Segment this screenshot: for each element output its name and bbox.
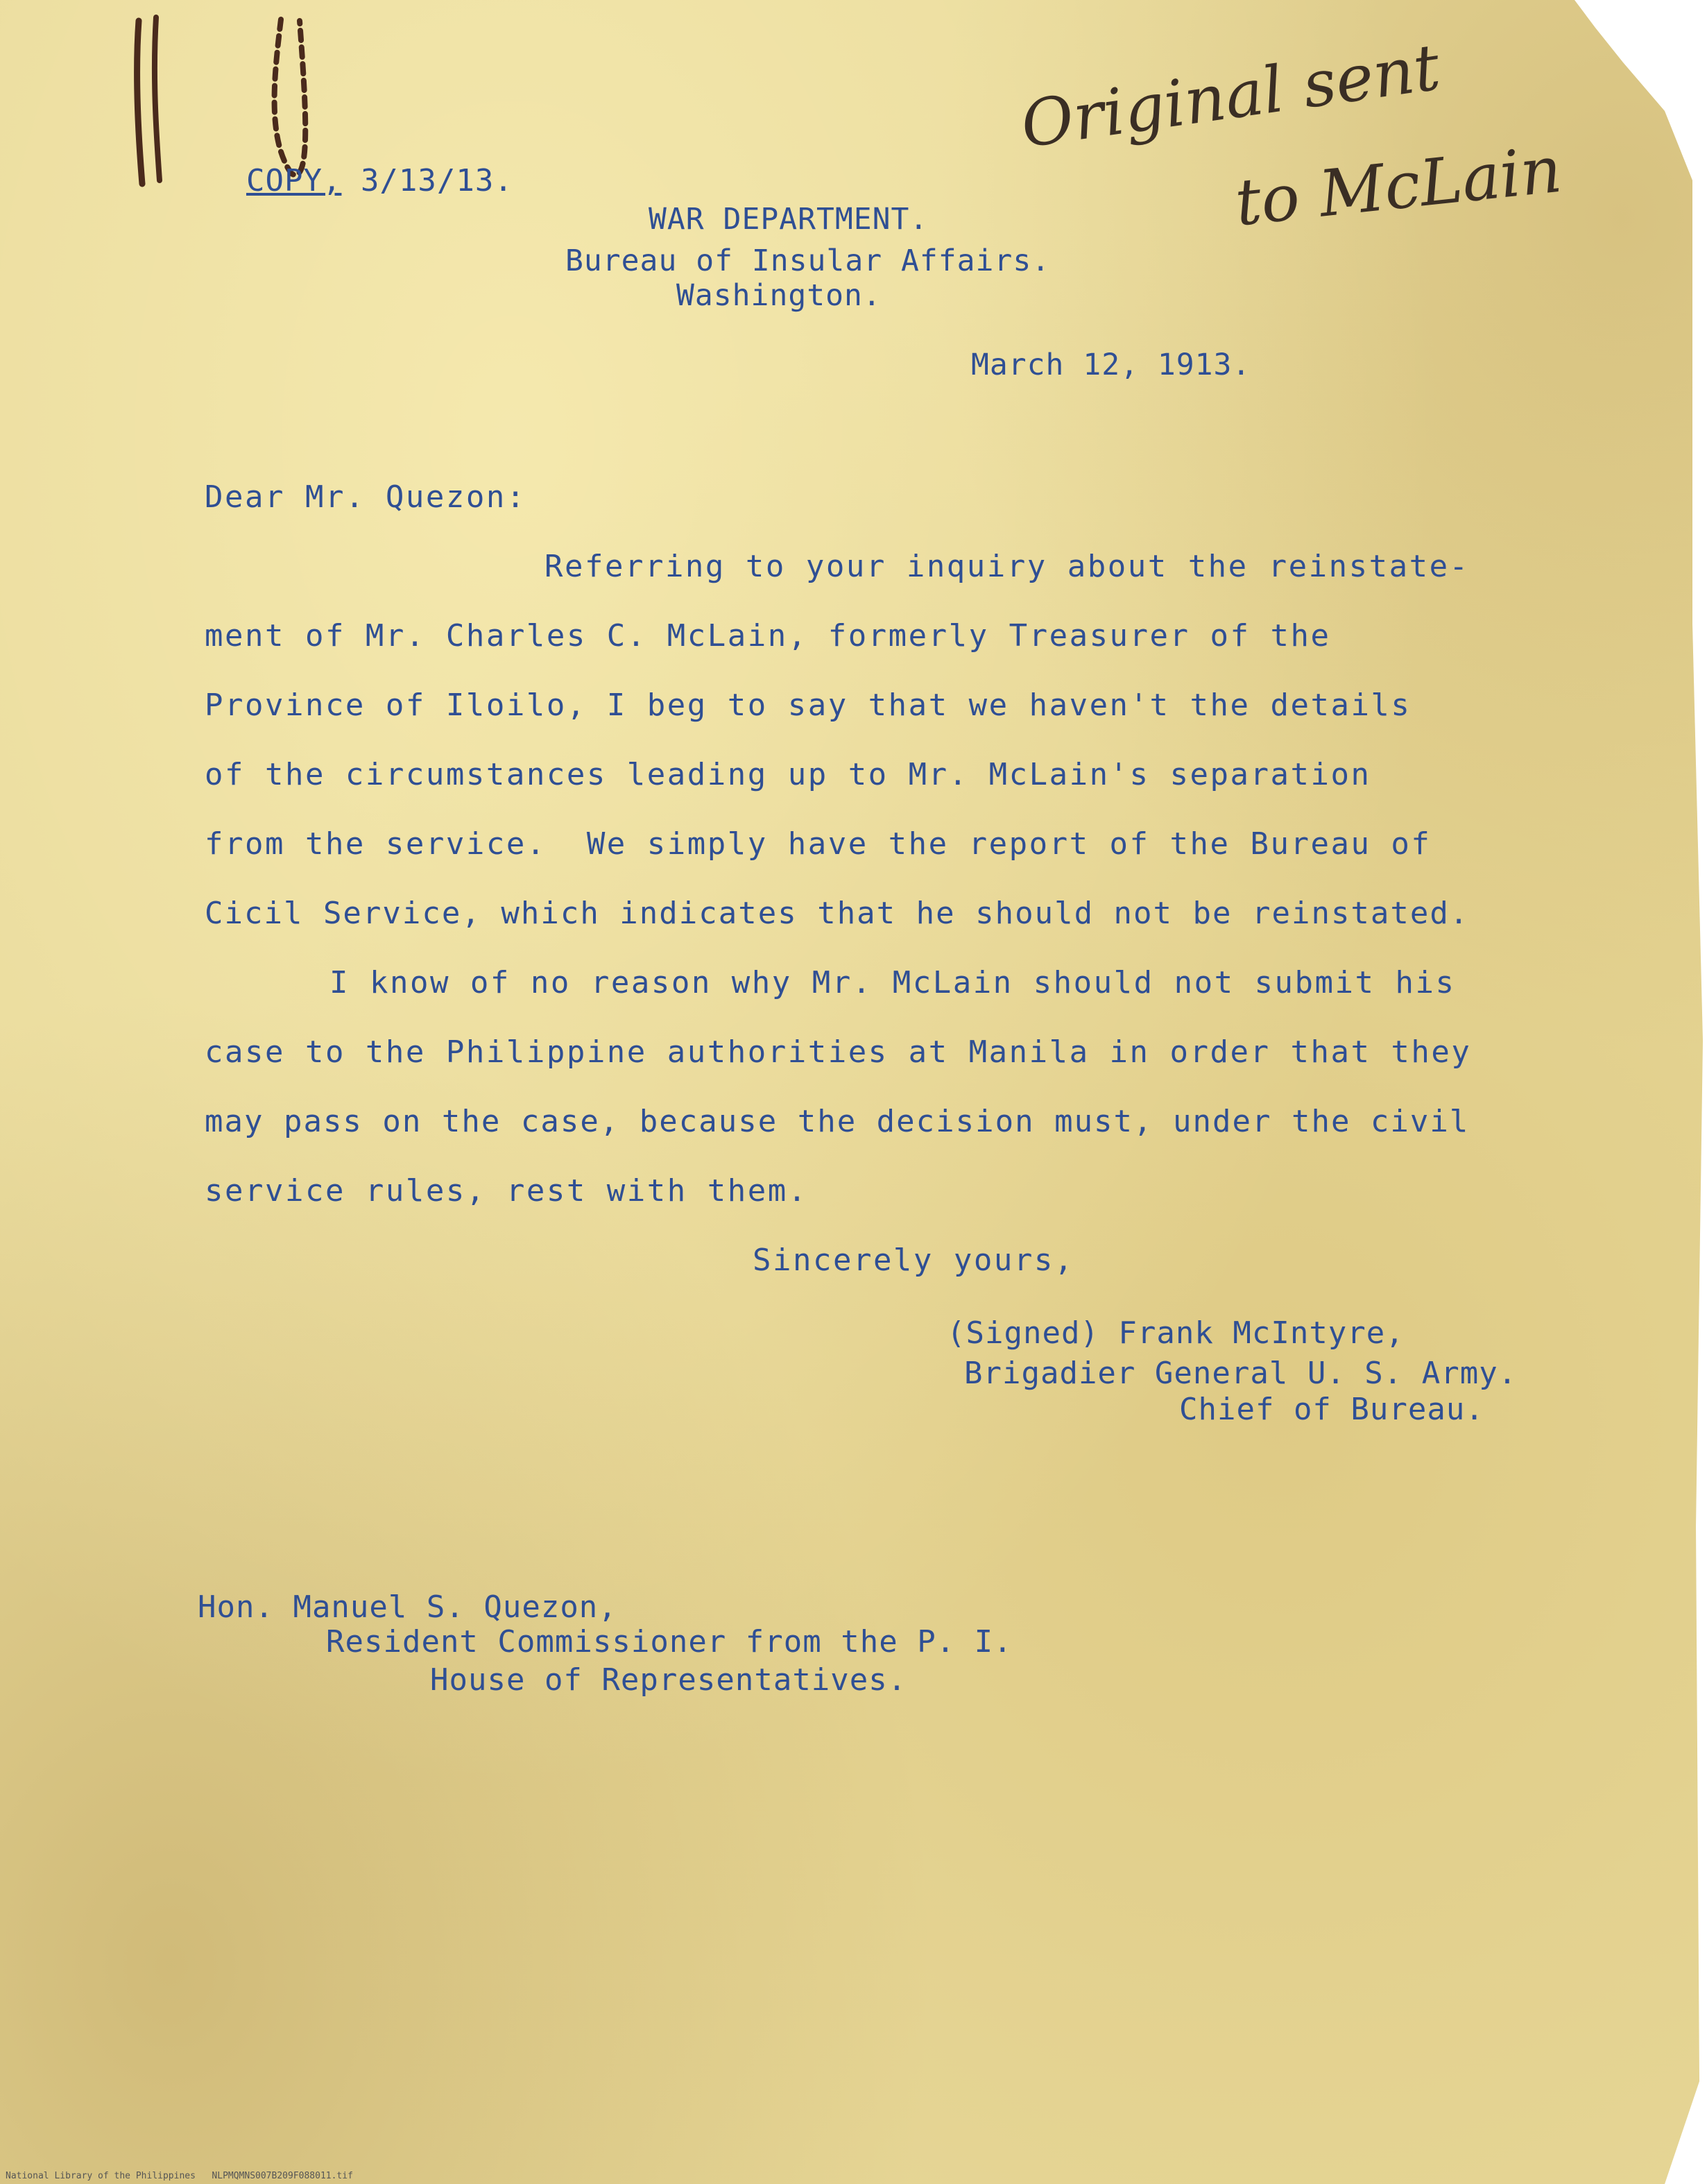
signature-rank: Brigadier General U. S. Army. [964, 1356, 1518, 1391]
signature-name: (Signed) Frank McIntyre, [947, 1315, 1405, 1351]
body-line: may pass on the case, because the decision must, under the civil [205, 1104, 1470, 1139]
body-line: of the circumstances leading up to Mr. McLain's separation [205, 757, 1371, 792]
body-line: case to the Philippine authorities at Manila in order that they [205, 1034, 1472, 1070]
body-line: Province of Iloilo, I beg to say that we haven't the details [205, 688, 1412, 723]
addressee-body: House of Representatives. [430, 1662, 907, 1698]
archive-footer: National Library of the Philippines NLPMQMNS007B209F088011.tif [6, 2171, 353, 2181]
addressee-position: Resident Commissioner from the P. I. [326, 1624, 1013, 1660]
body-line: ment of Mr. Charles C. McLain, formerly Treasurer of the [205, 618, 1331, 654]
body-line: I know of no reason why Mr. McLain should not submit his [329, 965, 1456, 1000]
body-line: Cicil Service, which indicates that he should not be reinstated. [205, 896, 1470, 931]
handwritten-note-line2: to McLain [1231, 132, 1566, 241]
signature-title: Chief of Bureau. [1179, 1392, 1484, 1427]
letterhead-city: Washington. [676, 278, 882, 313]
body-line: Referring to your inquiry about the reinstate- [544, 549, 1470, 584]
letterhead-bureau: Bureau of Insular Affairs. [565, 244, 1051, 278]
body-line: service rules, rest with them. [205, 1173, 808, 1209]
copy-date: 3/13/13. [360, 163, 513, 198]
letter-date: March 12, 1913. [971, 348, 1251, 382]
body-line: from the service. We simply have the report of the Bureau of [205, 826, 1432, 862]
salutation: Dear Mr. Quezon: [205, 479, 526, 515]
copy-label: COPY, [246, 163, 342, 198]
closing: Sincerely yours, [753, 1243, 1074, 1278]
handwritten-note-line1: Original sent [1016, 30, 1445, 162]
letterhead-department: WAR DEPARTMENT. [649, 202, 929, 237]
addressee-name: Hon. Manuel S. Quezon, [198, 1589, 617, 1625]
